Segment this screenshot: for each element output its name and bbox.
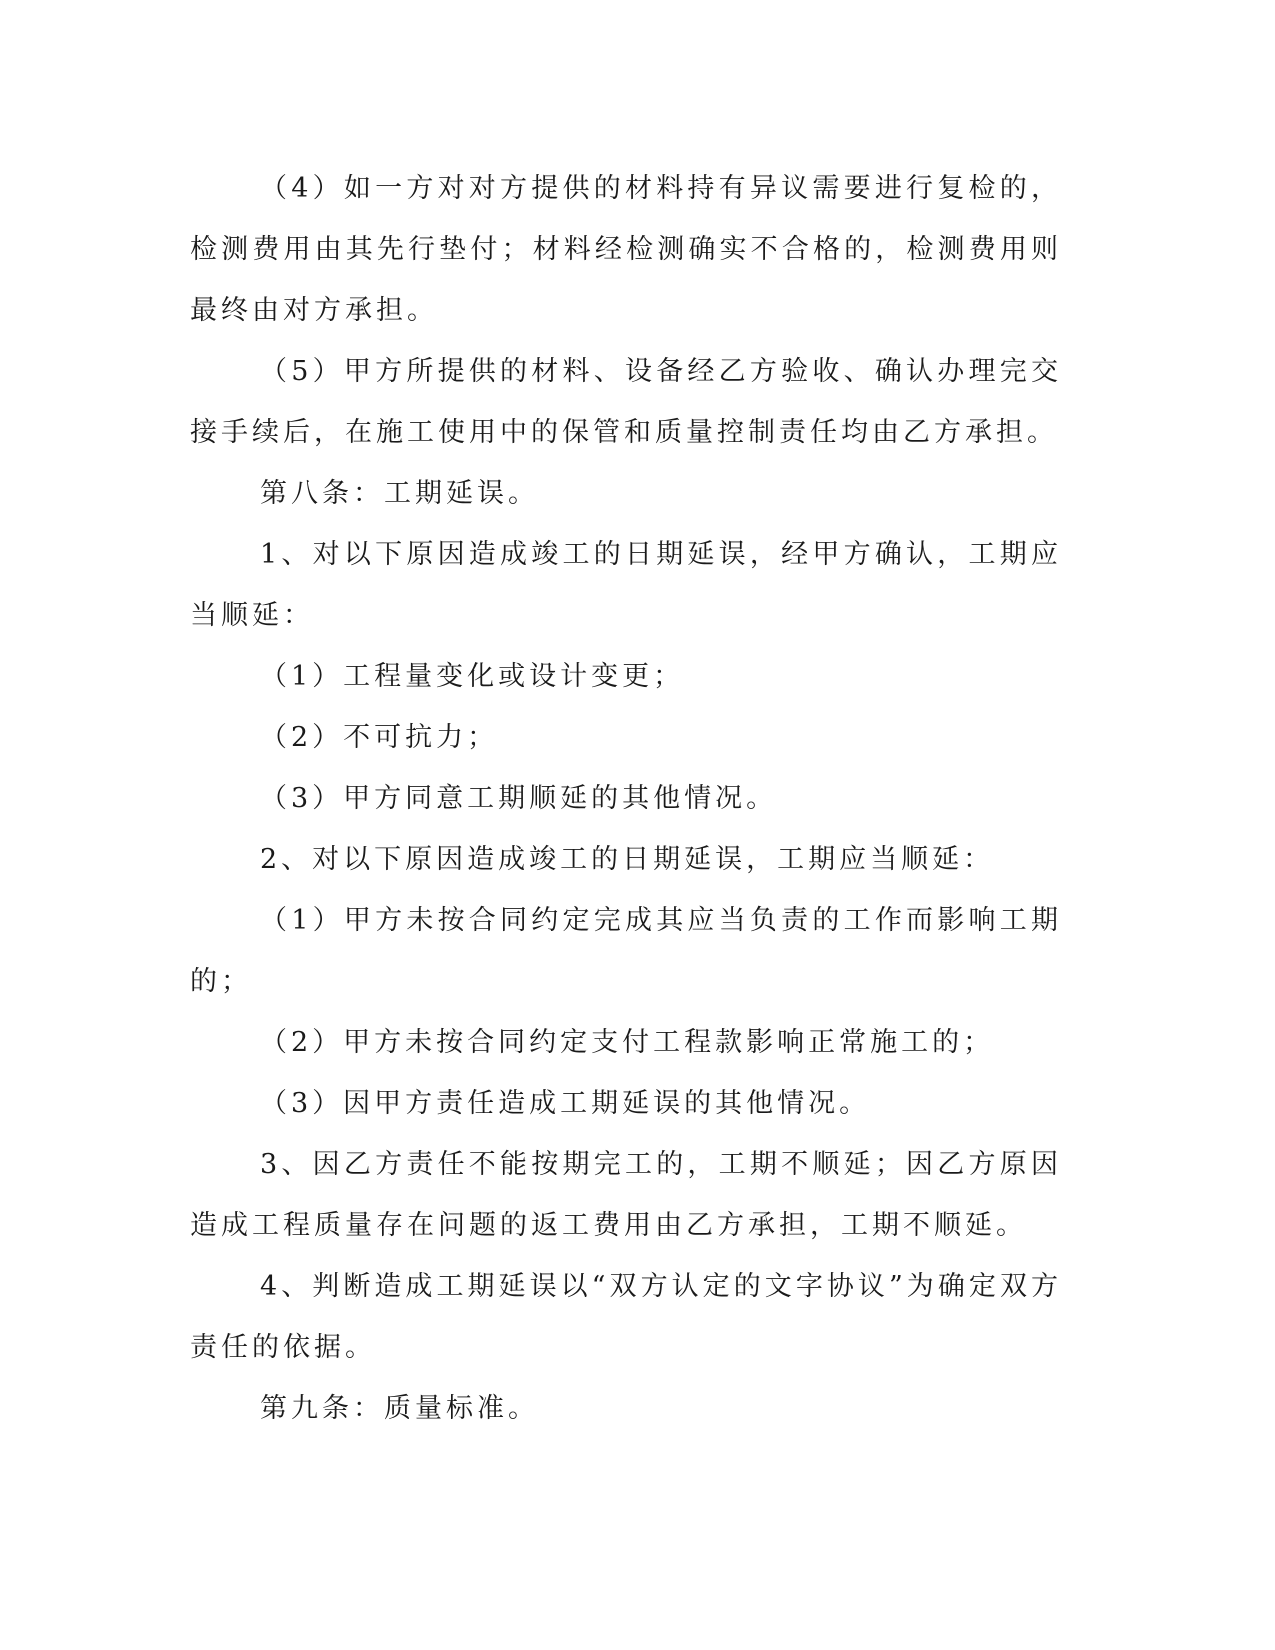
paragraph-delay-clause-2: 2、对以下原因造成竣工的日期延误，工期应当顺延： [260, 844, 995, 875]
paragraph-delay-clause-1: 1、对以下原因造成竣工的日期延误，经甲方确认，工期应当顺延： [190, 539, 1062, 631]
paragraph-delay-clause-3: 3、因乙方责任不能按期完工的，工期不顺延；因乙方原因造成工程质量存在问题的返工费用由乙方承担，工期不顺延。 [190, 1149, 1062, 1241]
paragraph-delay-clause-4: 4、判断造成工期延误以“双方认定的文字协议”为确定双方责任的依据。 [190, 1271, 1062, 1363]
article-9-heading: 第九条：质量标准。 [260, 1393, 539, 1424]
paragraph-material-recheck: （4）如一方对对方提供的材料持有异议需要进行复检的，检测费用由其先行垫付；材料经检测确实不合格的，检测费用则最终由对方承担。 [190, 173, 1062, 326]
list-item-2-3: （3）因甲方责任造成工期延误的其他情况。 [260, 1088, 871, 1119]
list-item-1-1: （1）工程量变化或设计变更； [260, 661, 685, 692]
list-item-2-2: （2）甲方未按合同约定支付工程款影响正常施工的； [260, 1027, 995, 1058]
list-item-1-2: （2）不可抗力； [260, 722, 499, 753]
article-8-heading: 第八条：工期延误。 [260, 478, 539, 509]
list-item-2-1: （1）甲方未按合同约定完成其应当负责的工作而影响工期的； [190, 905, 1062, 997]
paragraph-material-custody: （5）甲方所提供的材料、设备经乙方验收、确认办理完交接手续后，在施工使用中的保管和质量控制责任均由乙方承担。 [190, 356, 1062, 448]
list-item-1-3: （3）甲方同意工期顺延的其他情况。 [260, 783, 778, 814]
document-body [190, 158, 1062, 1439]
